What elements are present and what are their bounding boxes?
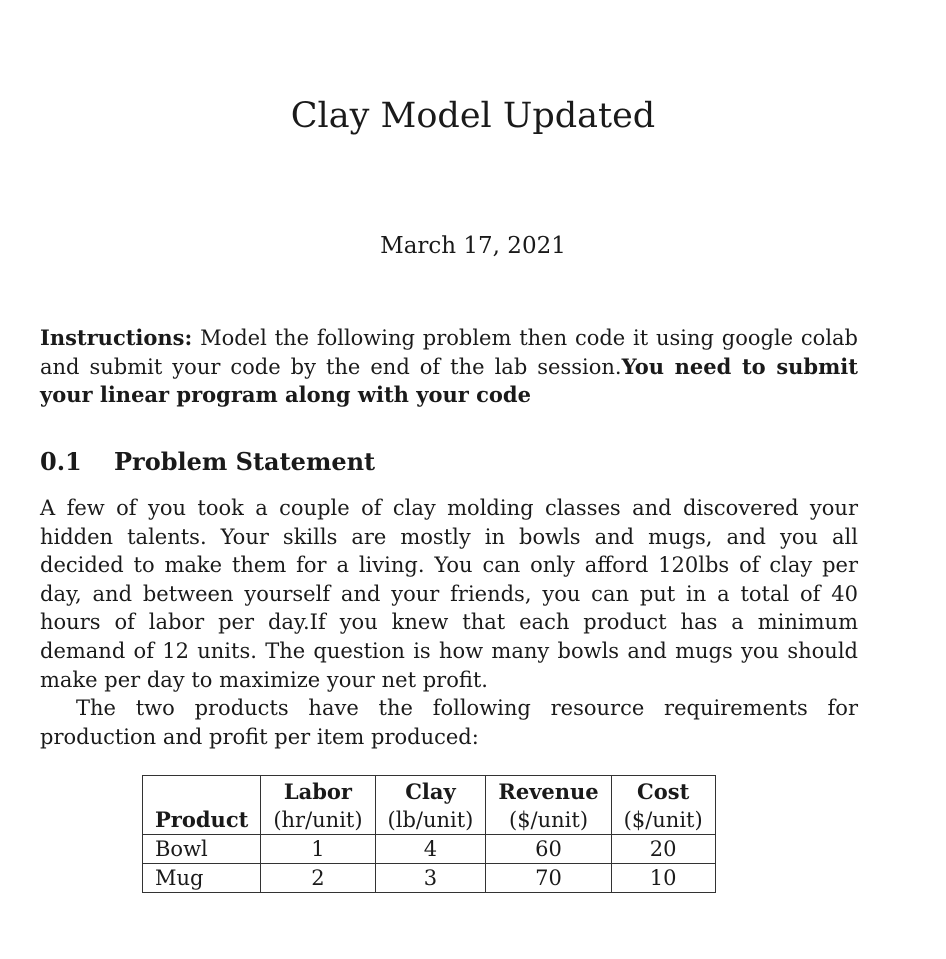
section-heading bbox=[40, 447, 375, 476]
problem-statement bbox=[40, 494, 858, 751]
cell-revenue: 60 bbox=[486, 835, 611, 864]
cell-product: Bowl bbox=[143, 835, 261, 864]
instructions-label: Instructions: bbox=[40, 325, 193, 350]
instructions-emphasis: You need to submit your linear program along with your code bbox=[40, 353, 858, 408]
problem-paragraph-1: A few of you took a couple of clay molding classes and discovered your hidden talents. Your skills are mostly in bowls and mugs, and you all decided to make them for a living. You can only afford 120lbs of clay per day, and between yourself and your friends, you can put in a total of 40 hours of labor per day.If you knew that each product has a minimum demand of 12 units. The question is how many bowls and mugs you should make per day to maximize your net profit. bbox=[40, 496, 858, 692]
header-revenue-unit: ($/unit) bbox=[486, 806, 611, 835]
table-header-row-bottom bbox=[143, 806, 716, 835]
cell-revenue: 70 bbox=[486, 864, 611, 893]
cell-clay: 4 bbox=[375, 835, 486, 864]
instructions-text: Model the following problem then code it using google colab and submit your code by the end of the lab session. bbox=[40, 326, 858, 379]
header-clay-unit: (lb/unit) bbox=[375, 806, 486, 835]
cell-labor: 2 bbox=[261, 864, 375, 893]
resource-table bbox=[142, 775, 716, 893]
table-row bbox=[143, 835, 716, 864]
header-labor-unit: (hr/unit) bbox=[261, 806, 375, 835]
header-product: Product bbox=[143, 806, 261, 835]
cell-labor: 1 bbox=[261, 835, 375, 864]
header-cost: Cost bbox=[611, 776, 715, 807]
header-labor: Labor bbox=[261, 776, 375, 807]
problem-paragraph-2: The two products have the following resource requirements for production and profit per item produced: bbox=[40, 696, 858, 749]
cell-clay: 3 bbox=[375, 864, 486, 893]
header-revenue: Revenue bbox=[486, 776, 611, 807]
header-product-top bbox=[143, 776, 261, 807]
document-date: March 17, 2021 bbox=[380, 233, 566, 259]
section-number: 0.1 bbox=[40, 447, 82, 476]
table-row bbox=[143, 864, 716, 893]
document-title: Clay Model Updated bbox=[290, 96, 656, 136]
header-cost-unit: ($/unit) bbox=[611, 806, 715, 835]
table-header-row-top bbox=[143, 776, 716, 807]
instructions-paragraph bbox=[40, 324, 858, 410]
cell-cost: 10 bbox=[611, 864, 715, 893]
cell-cost: 20 bbox=[611, 835, 715, 864]
header-clay: Clay bbox=[375, 776, 486, 807]
section-title: Problem Statement bbox=[114, 447, 376, 476]
cell-product: Mug bbox=[143, 864, 261, 893]
